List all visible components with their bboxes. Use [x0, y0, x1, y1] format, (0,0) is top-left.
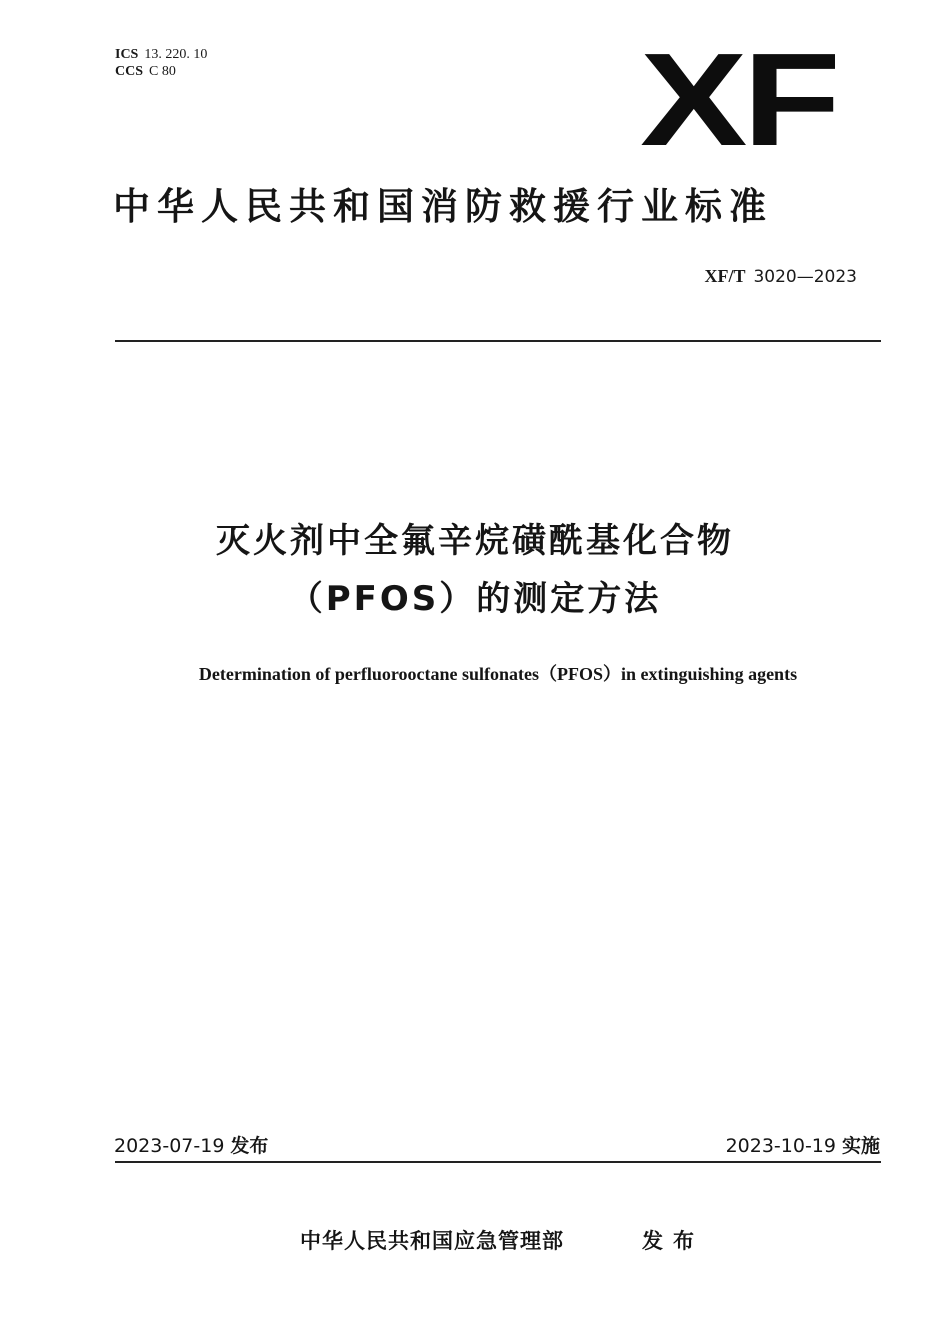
ics-value: 13. 220. 10 [144, 47, 208, 62]
xf-logo: XF [640, 26, 837, 173]
standard-number-value: 3020—2023 [753, 267, 857, 287]
standard-number-prefix: XF/T [704, 266, 746, 286]
publish-date-row [114, 1133, 268, 1159]
effective-date-row [726, 1133, 880, 1159]
classification-codes [115, 46, 207, 80]
publish-date: 2023-07-19 [114, 1135, 225, 1157]
ccs-label: CCS [115, 64, 144, 79]
publish-word: 发布 [230, 1135, 269, 1157]
bottom-divider [115, 1161, 881, 1163]
ics-line [115, 46, 207, 63]
standard-number [704, 264, 857, 289]
top-divider [115, 340, 881, 342]
ics-label: ICS [115, 47, 139, 62]
standard-category-title: 中华人民共和国消防救援行业标准 [113, 185, 773, 228]
issuing-authority: 中华人民共和国应急管理部 [300, 1229, 564, 1253]
document-title-line-1: 灭火剂中全氟辛烷磺酰基化合物 [216, 521, 734, 561]
document-title-english: Determination of perfluorooctane sulfonates（PFOS）in extinguishing agents [198, 664, 798, 684]
effective-word: 实施 [841, 1135, 880, 1157]
document-title-line-2: （PFOS）的测定方法 [288, 579, 662, 619]
ccs-value: C 80 [149, 64, 176, 79]
effective-date: 2023-10-19 [725, 1135, 836, 1157]
ccs-line [115, 63, 207, 80]
issue-word: 发布 [642, 1229, 704, 1253]
